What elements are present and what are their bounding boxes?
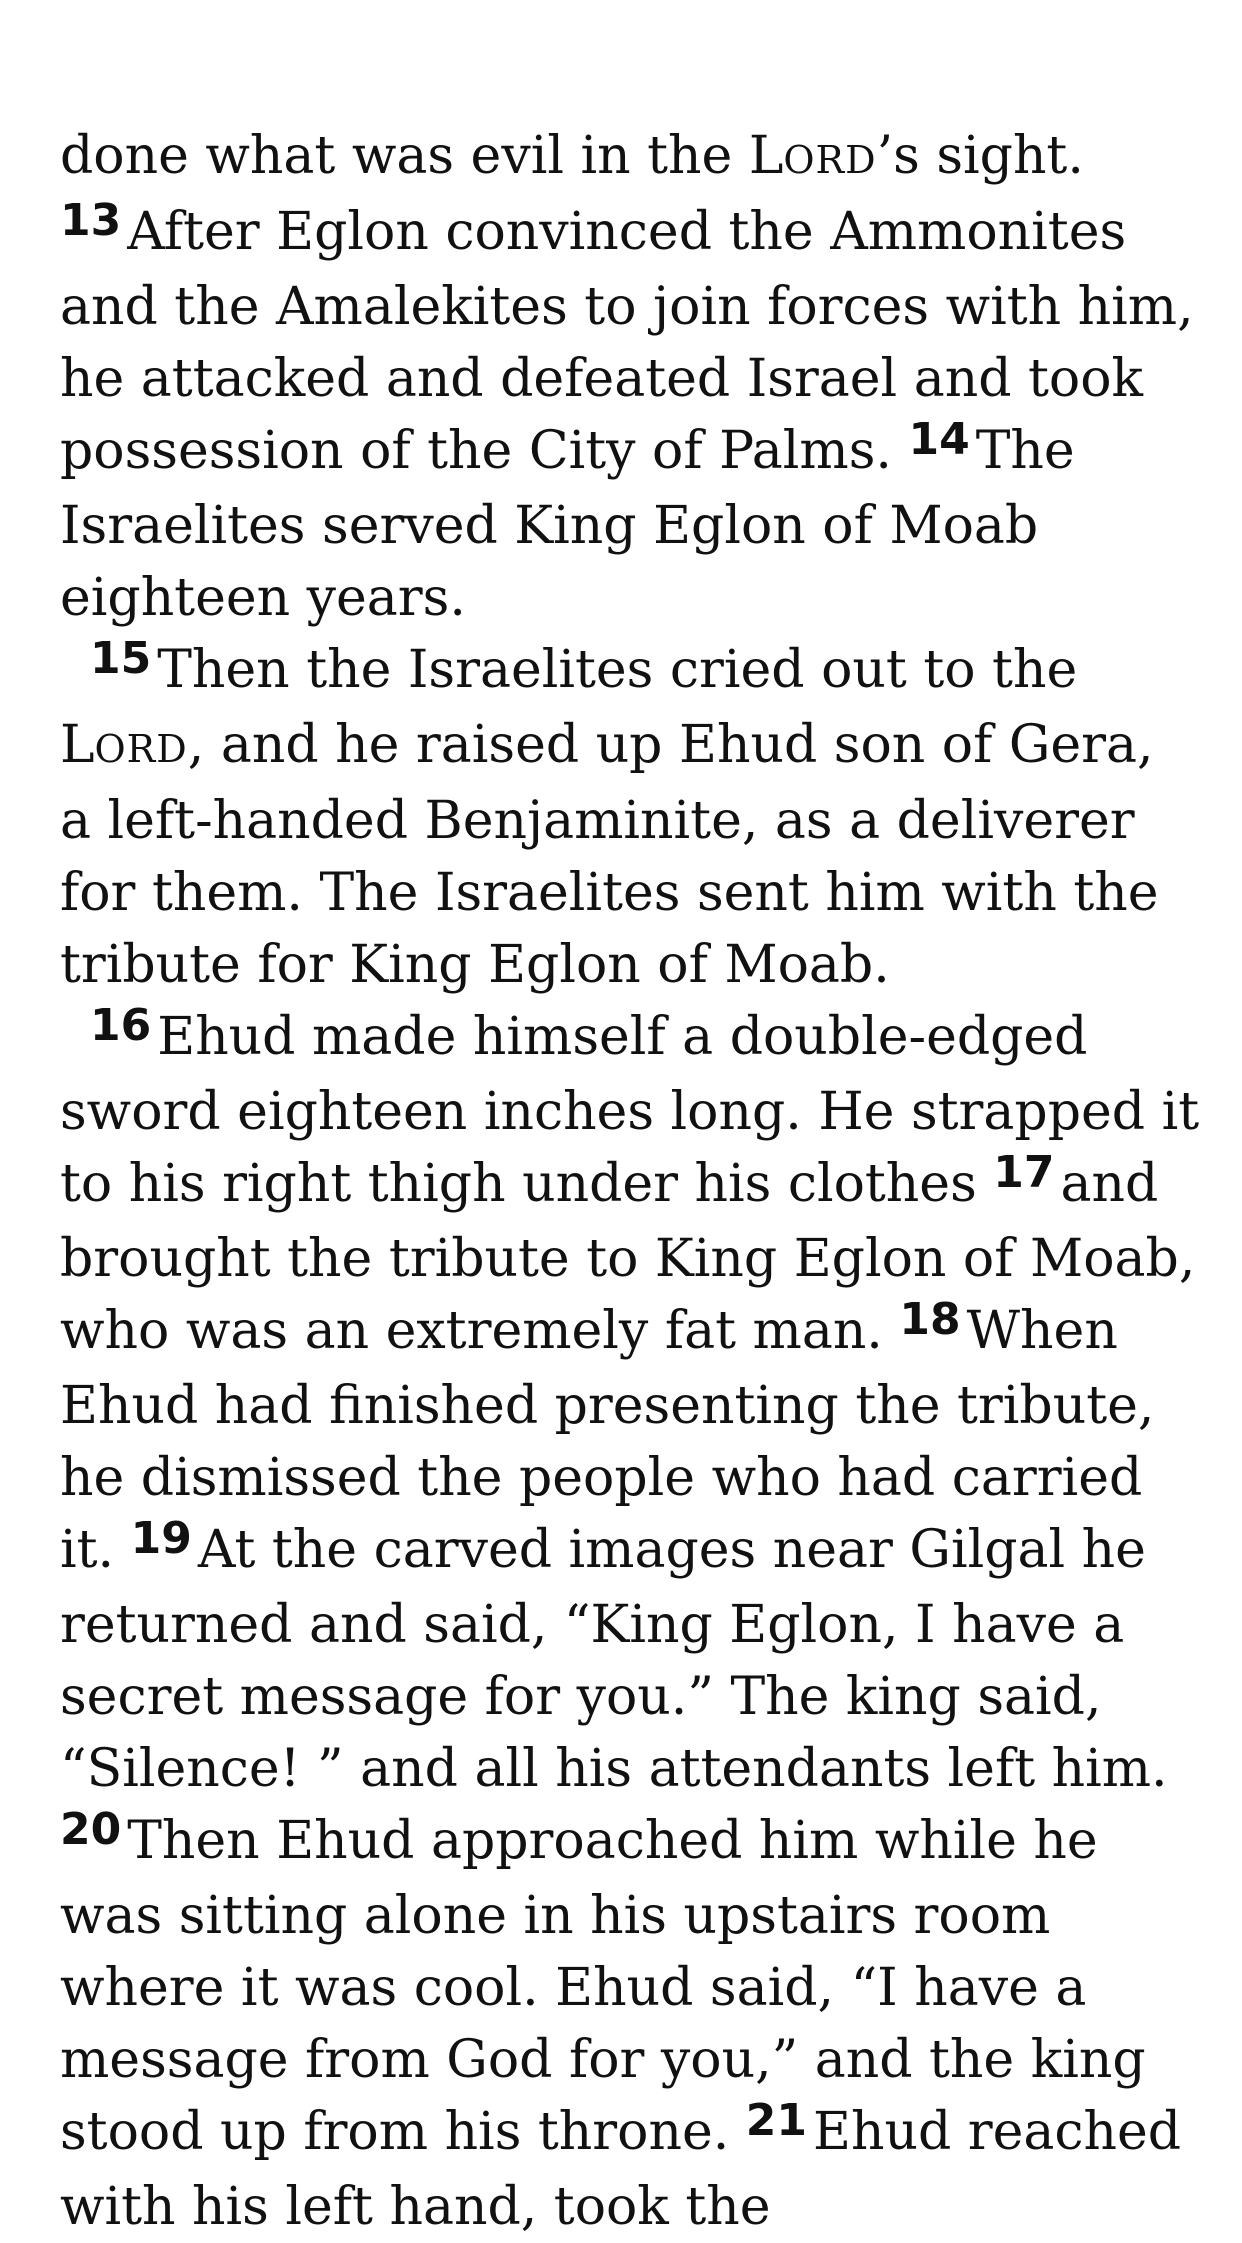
verse-number: 19 [130,1513,192,1564]
verse-text: Ehud made himself a double-edged sword eighteen inches long. He strapped it to his right thigh under his clothes [60,1007,1200,1214]
paragraph [60,120,1200,634]
verse-number: 20 [60,1804,122,1855]
verse-number: 17 [993,1147,1055,1198]
verse-text: Then Ehud approached him while he was sitting alone in his upstairs room where it was cool. Ehud said, “I have a message from God for you,” and the king stood up from his throne. [60,1811,1146,2162]
verse-number: 15 [90,633,152,684]
verse-text: ’s sight. [876,126,1084,186]
verse-text: After Eglon convinced the Ammonites and the Amalekites to join forces with him, he attacked and defeated Israel and took possession of the City of Palms. [60,202,1194,481]
verse-text: done what was evil in the [60,126,749,186]
verse-text: and brought the tribute to King Eglon of Moab, who was an extremely fat man. [60,1154,1196,1361]
small-caps-rest: ORD [94,727,188,771]
verse-number: 16 [90,1000,152,1051]
small-caps-initial: L [60,715,95,775]
verse-number: 13 [60,195,122,246]
verse-text: The Israelites served King Eglon of Moab eighteen years. [60,421,1075,628]
paragraph [60,1001,1200,2243]
paragraph [60,634,1200,1001]
lord-small-caps [749,126,877,186]
verse-text: Then the Israelites cried out to the [157,640,1078,700]
verse-number: 18 [899,1294,961,1345]
verse-number: 21 [745,2095,808,2146]
lord-small-caps [60,715,188,775]
verse-number: 14 [908,414,970,465]
scripture-text [60,120,1200,2243]
verse-text: At the carved images near Gilgal he returned and said, “King Eglon, I have a secret message for you.” The king said, “Silence! ” and all his attendants left him. [60,1520,1168,1799]
verse-text: When Ehud had finished presenting the tribute, he dismissed the people who had carried it. [60,1301,1155,1580]
small-caps-rest: ORD [783,138,877,182]
verse-text: Ehud reached with his left hand, took the [60,2102,1182,2237]
verse-text: , and he raised up Ehud son of Gera, a left-handed Benjaminite, as a deliverer for them. The Israelites sent him with the tribute for King Eglon of Moab. [60,715,1159,995]
small-caps-initial: L [748,126,784,186]
